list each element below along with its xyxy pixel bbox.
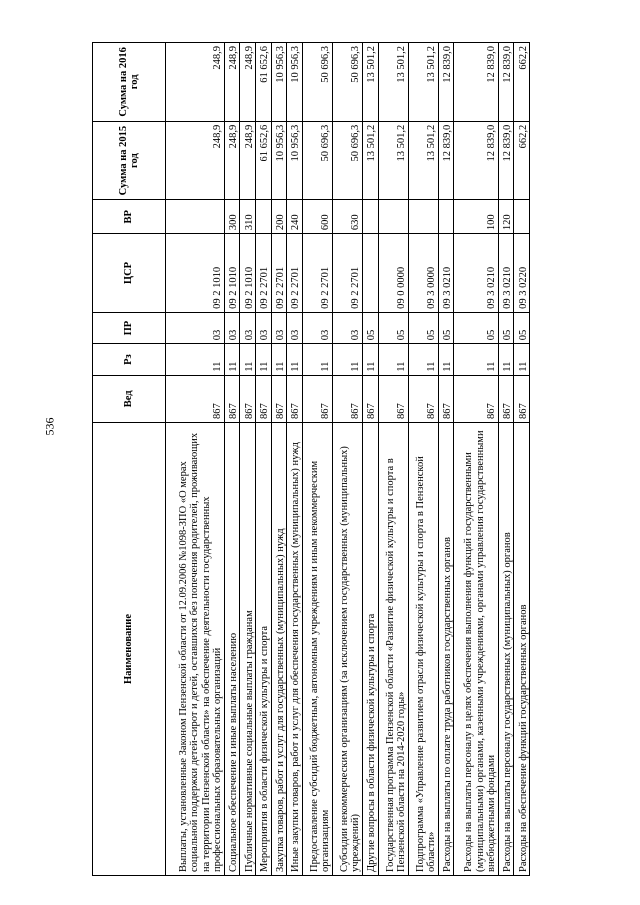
row-vr: 310 <box>240 200 256 234</box>
row-csr <box>362 234 378 313</box>
row-sum-2016: 13 501,2 <box>362 43 378 122</box>
row-name: Государственная программа Пензенской области «Развитие физической культуры и спорта в Пензенской области на 2014-2020 годы» <box>378 422 408 875</box>
header-sum-2015: Сумма на 2015 год <box>93 121 166 200</box>
row-rz: 11 <box>302 344 332 375</box>
row-name: Расходы на выплаты по оплате труда работников государственных органов <box>438 422 454 875</box>
table-header-row <box>93 43 166 876</box>
row-rz: 11 <box>271 344 287 375</box>
row-vr <box>438 200 454 234</box>
row-vr <box>362 200 378 234</box>
row-sum-2016: 248,9 <box>240 43 256 122</box>
row-ved: 867 <box>166 375 225 422</box>
table-row <box>224 43 240 876</box>
row-sum-2016: 10 956,3 <box>271 43 287 122</box>
row-sum-2015: 50 696,3 <box>332 121 362 200</box>
row-sum-2016: 12 839,0 <box>454 43 498 122</box>
budget-table <box>92 42 530 876</box>
table-row <box>438 43 454 876</box>
header-ved: Вед <box>93 375 166 422</box>
row-rz: 11 <box>454 344 498 375</box>
row-sum-2016: 248,9 <box>224 43 240 122</box>
row-name: Закупка товаров, работ и услуг для государственных (муниципальных) нужд <box>271 422 287 875</box>
row-pr: 05 <box>408 312 438 343</box>
row-sum-2015: 13 501,2 <box>408 121 438 200</box>
row-sum-2015: 248,9 <box>224 121 240 200</box>
row-csr: 09 3 0210 <box>498 234 514 313</box>
row-name: Иные закупки товаров, работ и услуг для обеспечения государственных (муниципальных) нужд <box>287 422 303 875</box>
row-csr: 09 2 1010 <box>240 234 256 313</box>
row-ved: 867 <box>438 375 454 422</box>
row-pr: 05 <box>454 312 498 343</box>
row-vr: 100 <box>454 200 498 234</box>
row-pr: 03 <box>240 312 256 343</box>
row-sum-2016: 248,9 <box>166 43 225 122</box>
row-vr <box>166 200 225 234</box>
row-ved: 867 <box>514 375 530 422</box>
table-row <box>408 43 438 876</box>
row-sum-2016: 13 501,2 <box>378 43 408 122</box>
row-sum-2015: 10 956,3 <box>271 121 287 200</box>
row-sum-2015: 12 839,0 <box>438 121 454 200</box>
row-name: Публичные нормативные социальные выплаты гражданам <box>240 422 256 875</box>
row-sum-2016: 61 652,6 <box>256 43 272 122</box>
row-csr: 09 2 2701 <box>287 234 303 313</box>
table-row <box>362 43 378 876</box>
row-vr: 630 <box>332 200 362 234</box>
row-pr: 03 <box>302 312 332 343</box>
row-sum-2016: 12 839,0 <box>498 43 514 122</box>
row-rz: 11 <box>332 344 362 375</box>
row-ved: 867 <box>498 375 514 422</box>
row-name: Другие вопросы в области физической культуры и спорта <box>362 422 378 875</box>
page-number: 536 <box>42 417 57 436</box>
row-ved: 867 <box>408 375 438 422</box>
table-row <box>514 43 530 876</box>
row-pr: 03 <box>224 312 240 343</box>
row-vr <box>256 200 272 234</box>
row-csr: 09 3 0210 <box>454 234 498 313</box>
row-csr: 09 3 0210 <box>438 234 454 313</box>
row-sum-2015: 13 501,2 <box>378 121 408 200</box>
table-row <box>240 43 256 876</box>
row-vr: 300 <box>224 200 240 234</box>
row-csr: 09 3 0220 <box>514 234 530 313</box>
row-ved: 867 <box>454 375 498 422</box>
budget-table-rotated <box>92 42 530 876</box>
table-row <box>302 43 332 876</box>
row-name: Выплаты, установленные Законом Пензенской области от 12.09.2006 №1098-ЗПО «О мерах социальной поддержки детей-сирот и детей, оставшихся без попечения родителей, проживающих на территории Пензенской области» на обеспечение деятельности государственных профессиональных образовательных организаций <box>166 422 225 875</box>
row-csr: 09 2 2701 <box>271 234 287 313</box>
row-rz: 11 <box>514 344 530 375</box>
table-row <box>256 43 272 876</box>
row-sum-2016: 50 696,3 <box>302 43 332 122</box>
row-sum-2015: 248,9 <box>166 121 225 200</box>
row-csr: 09 0 0000 <box>378 234 408 313</box>
row-pr: 05 <box>362 312 378 343</box>
row-pr: 03 <box>332 312 362 343</box>
row-name: Мероприятия в области физической культуры и спорта <box>256 422 272 875</box>
row-sum-2015: 10 956,3 <box>287 121 303 200</box>
row-sum-2016: 13 501,2 <box>408 43 438 122</box>
row-vr <box>378 200 408 234</box>
row-vr <box>514 200 530 234</box>
table-row <box>332 43 362 876</box>
row-vr: 600 <box>302 200 332 234</box>
header-pr: ПР <box>93 312 166 343</box>
row-rz: 11 <box>498 344 514 375</box>
header-vr: ВР <box>93 200 166 234</box>
row-vr: 240 <box>287 200 303 234</box>
row-rz: 11 <box>224 344 240 375</box>
row-rz: 11 <box>408 344 438 375</box>
table-row <box>287 43 303 876</box>
row-pr: 05 <box>378 312 408 343</box>
row-csr: 09 2 1010 <box>166 234 225 313</box>
row-pr: 05 <box>498 312 514 343</box>
row-sum-2016: 12 839,0 <box>438 43 454 122</box>
row-csr: 09 3 0000 <box>408 234 438 313</box>
row-pr: 05 <box>438 312 454 343</box>
row-sum-2015: 50 696,3 <box>302 121 332 200</box>
table-row <box>271 43 287 876</box>
row-vr <box>408 200 438 234</box>
row-pr: 05 <box>514 312 530 343</box>
row-rz: 11 <box>362 344 378 375</box>
row-sum-2016: 50 696,3 <box>332 43 362 122</box>
header-name: Наименование <box>93 422 166 875</box>
row-ved: 867 <box>332 375 362 422</box>
table-row <box>498 43 514 876</box>
row-sum-2016: 10 956,3 <box>287 43 303 122</box>
row-csr: 09 2 2701 <box>302 234 332 313</box>
row-ved: 867 <box>240 375 256 422</box>
row-sum-2015: 12 839,0 <box>454 121 498 200</box>
row-pr: 03 <box>271 312 287 343</box>
row-ved: 867 <box>224 375 240 422</box>
row-ved: 867 <box>302 375 332 422</box>
row-name: Подпрограмма «Управление развитием отрасли физической культуры и спорта в Пензенской области» <box>408 422 438 875</box>
table-row <box>378 43 408 876</box>
header-sum-2016: Сумма на 2016 год <box>93 43 166 122</box>
row-rz: 11 <box>256 344 272 375</box>
row-name: Социальное обеспечение и иные выплаты населению <box>224 422 240 875</box>
row-sum-2015: 13 501,2 <box>362 121 378 200</box>
row-rz: 11 <box>240 344 256 375</box>
row-name: Субсидии некоммерческим организациям (за исключением государственных (муниципальных) учреждений) <box>332 422 362 875</box>
row-name: Расходы на обеспечение функций государственных органов <box>514 422 530 875</box>
row-name: Предоставление субсидий бюджетным, автономным учреждениям и иным некоммерческим организациям <box>302 422 332 875</box>
row-rz: 11 <box>166 344 225 375</box>
header-rz: Рз <box>93 344 166 375</box>
row-name: Расходы на выплаты персоналу в целях обеспечения выполнения функций государственными (муниципальными) органами, казенными учреждениями, органами управления государственными внебюджетными фондами <box>454 422 498 875</box>
row-rz: 11 <box>438 344 454 375</box>
table-row <box>166 43 225 876</box>
row-ved: 867 <box>287 375 303 422</box>
row-sum-2015: 248,9 <box>240 121 256 200</box>
row-vr: 120 <box>498 200 514 234</box>
row-sum-2015: 61 652,6 <box>256 121 272 200</box>
row-pr: 03 <box>287 312 303 343</box>
row-ved: 867 <box>271 375 287 422</box>
row-sum-2015: 662,2 <box>514 121 530 200</box>
row-rz: 11 <box>378 344 408 375</box>
row-name: Расходы на выплаты персоналу государственных (муниципальных) органов <box>498 422 514 875</box>
table-row <box>454 43 498 876</box>
row-csr: 09 2 2701 <box>332 234 362 313</box>
header-csr: ЦСР <box>93 234 166 313</box>
row-ved: 867 <box>256 375 272 422</box>
row-ved: 867 <box>362 375 378 422</box>
row-csr: 09 2 1010 <box>224 234 240 313</box>
row-ved: 867 <box>378 375 408 422</box>
row-vr: 200 <box>271 200 287 234</box>
row-rz: 11 <box>287 344 303 375</box>
row-pr: 03 <box>256 312 272 343</box>
row-csr: 09 2 2701 <box>256 234 272 313</box>
row-sum-2016: 662,2 <box>514 43 530 122</box>
row-sum-2015: 12 839,0 <box>498 121 514 200</box>
row-pr: 03 <box>166 312 225 343</box>
